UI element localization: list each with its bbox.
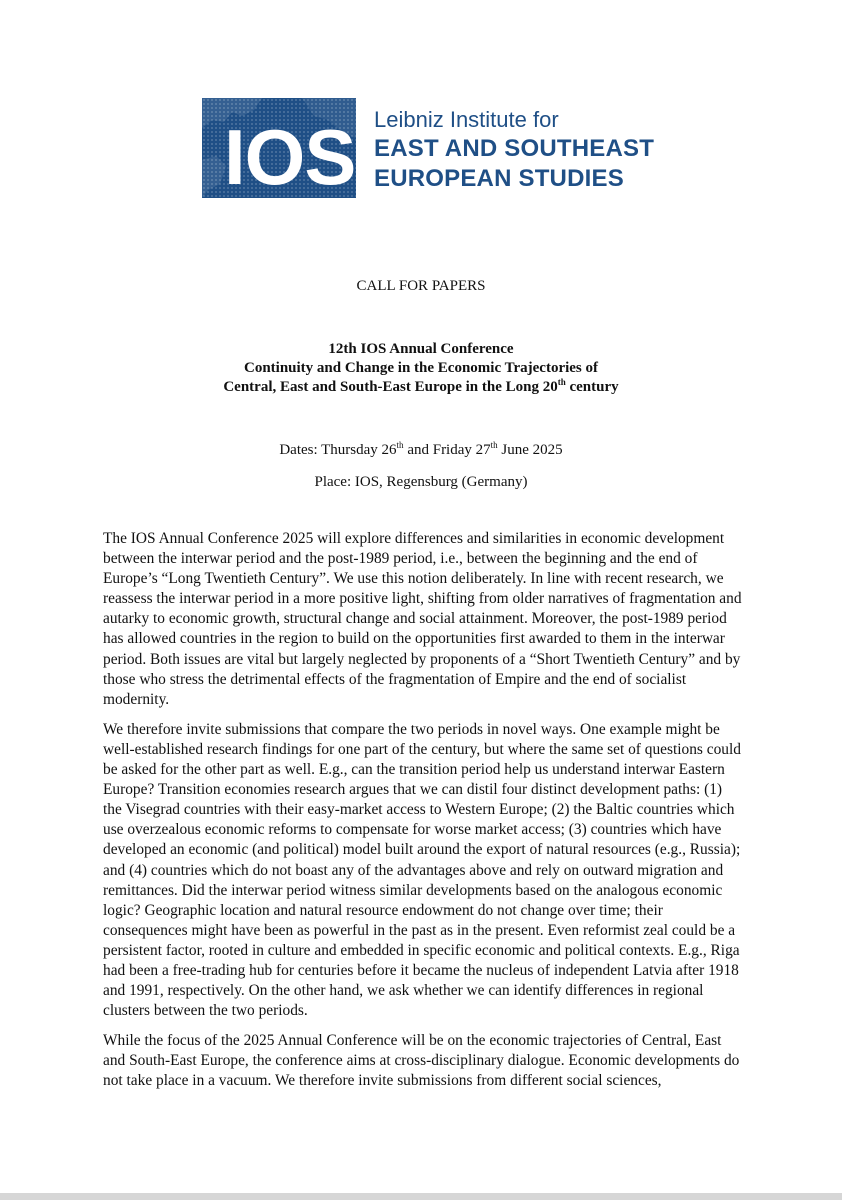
institute-name (374, 106, 654, 194)
ios-logo-mark (202, 98, 356, 198)
paragraph: While the focus of the 2025 Annual Conference will be on the economic trajectories of Central, East and South-East Europe, the conference aims at cross-disciplinary dialogue. Economic developments do not take place in a vacuum. We therefore invite submissions from different social sciences, (103, 1032, 740, 1090)
title-line3-sup: th (557, 377, 566, 387)
title-line3-text: Central, East and South-East Europe in the Long 20 (223, 379, 558, 395)
call-for-papers-heading: CALL FOR PAPERS (356, 278, 486, 294)
dates-sup1: th (396, 440, 404, 450)
conference-dates (0, 441, 842, 459)
page-bottom-edge (0, 1193, 842, 1200)
conference-meta (0, 441, 842, 491)
dates-suffix: June 2025 (497, 442, 563, 458)
title-line1: 12th IOS Annual Conference (328, 341, 514, 357)
institute-name-line2: EAST AND SOUTHEAST (374, 135, 655, 162)
dates-middle: and Friday 27 (403, 442, 491, 458)
ios-logo-letters: IOS (224, 113, 356, 198)
dates-sup2: th (490, 440, 498, 450)
institute-name-line1: Leibniz Institute for (374, 107, 559, 132)
dates-prefix: Dates: Thursday 26 (279, 442, 397, 458)
title-line3 (0, 378, 842, 397)
body-text (103, 529, 743, 1102)
title-line2: Continuity and Change in the Economic Trajectories of (243, 360, 599, 376)
conference-title (0, 340, 842, 397)
ios-logo (202, 98, 662, 202)
institute-name-line3: EUROPEAN STUDIES (374, 165, 624, 192)
paragraph: The IOS Annual Conference 2025 will explore differences and similarities in economic development between the interwar period and the post-1989 period, i.e., between the beginning and the end of Europe’s “Long Twentieth Century”. We use this notion deliberately. In line with recent research, we reassess the interwar period in a more positive light, shifting from older narratives of fragmentation and autarky to economic growth, structural change and social attainment. Moreover, the post-1989 period has allowed countries in the region to build on the opportunities first awarded to them in the interwar period. Both issues are vital but largely neglected by proponents of a “Short Twentieth Century” and by those who stress the detrimental effects of the fragmentation of Empire and the end of socialist modernity. (103, 530, 742, 708)
conference-place: Place: IOS, Regensburg (Germany) (314, 474, 528, 490)
title-line3-suffix: century (565, 379, 619, 395)
paragraph: We therefore invite submissions that compare the two periods in novel ways. One example might be well-established research findings for one part of the century, but where the same set of questions could be asked for the other part as well. E.g., can the transition period help us understand interwar Eastern Europe? Transition economies research argues that we can distil four distinct development paths: (1) the Visegrad countries with their easy-market access to Western Europe; (2) the Baltic countries which use overzealous economic reforms to compensate for worse market access; (3) countries which have developed an economic (and political) model built around the export of natural resources (e.g., Russia); and (4) countries which do not boast any of the advantages above and rely on outward migration and remittances. Did the interwar period witness similar developments based on the analogous economic logic? Geographic location and natural resource endowment do not change over time; their consequences might have been as powerful in the past as in the present. Even reformist zeal could be a persistent factor, rooted in culture and embedded in specific economic and political contexts. E.g., Riga had been a free-trading hub for centuries before it became the nucleus of independent Latvia after 1918 and 1991, respectively. On the other hand, we ask whether we can identify differences in regional clusters between the two periods. (103, 720, 741, 1020)
